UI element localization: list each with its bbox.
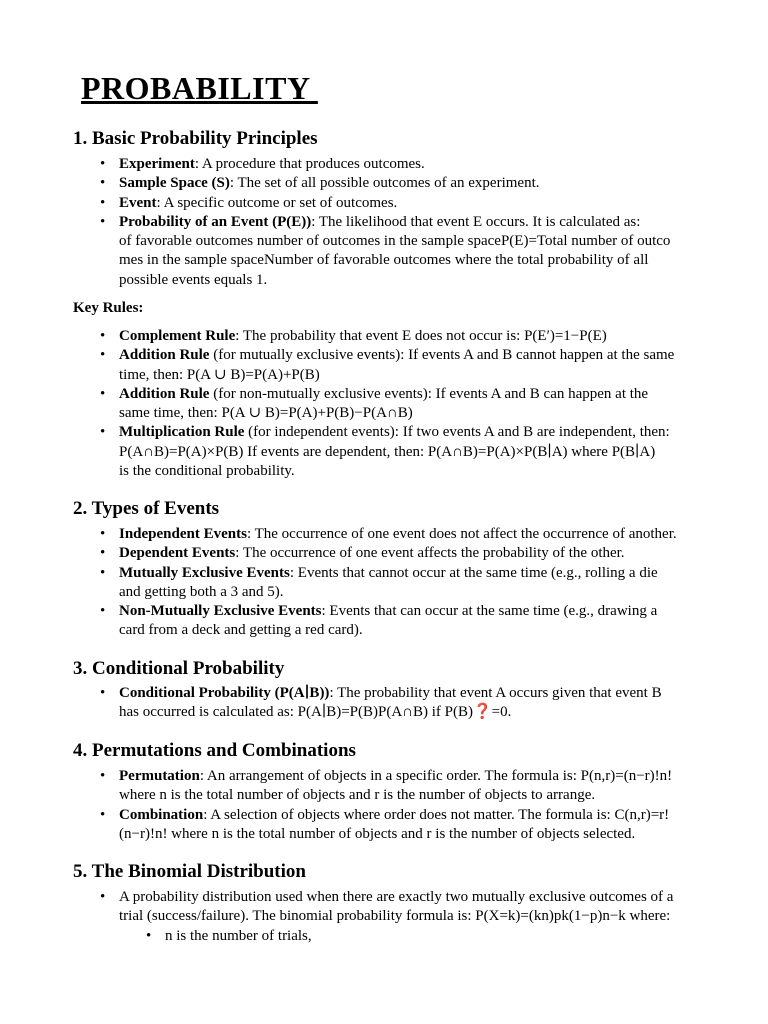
definition: : A procedure that produces outcomes.	[194, 156, 425, 172]
term: Probability of an Event (P(E))	[119, 213, 312, 230]
list-item	[0, 385, 695, 424]
list-item	[0, 194, 695, 213]
list-item	[0, 806, 695, 845]
list-item	[0, 155, 695, 174]
term: Addition Rule	[119, 385, 210, 402]
definition: (for non-mutually exclusive events): If events A and B can happen at the	[209, 385, 649, 402]
definition: : The set of all possible outcomes of an experiment.	[229, 175, 540, 192]
list-item	[0, 525, 695, 544]
definition-line: possible events equals 1.	[119, 271, 268, 288]
term: Mutually Exclusive Events	[119, 564, 290, 581]
key-rules-list	[0, 327, 695, 481]
list-item	[0, 767, 695, 806]
definition: : The occurrence of one event does not affect the occurrence of another.	[246, 526, 677, 542]
term: Independent Events	[119, 526, 247, 542]
definition: : Events that cannot occur at the same time (e.g., rolling a die	[289, 564, 658, 581]
definition: (for independent events): If two events A and B are independent, then:	[244, 424, 670, 441]
list-item	[0, 602, 695, 641]
term: Conditional Probability (P(A∣B))	[119, 685, 330, 701]
definition-line: mes in the sample spaceNumber of favorable outcomes where the total probability of all	[119, 252, 649, 269]
definition: : The probability that event E does not occur is: P(E′)=1−P(E)	[235, 328, 607, 344]
definition: : The occurrence of one event affects the probability of the other.	[235, 545, 625, 562]
list-item	[0, 346, 695, 385]
term: Dependent Events	[119, 545, 236, 562]
term: Complement Rule	[119, 328, 236, 344]
section-4-heading: 4. Permutations and Combinations	[73, 740, 356, 761]
list-item	[0, 564, 695, 603]
section-3-list	[0, 684, 695, 723]
definition-line: P(A∩B)=P(A)×P(B) If events are dependent, then: P(A∩B)=P(A)×P(B∣A) where P(B∣A)	[119, 443, 656, 460]
list-item	[0, 174, 695, 193]
definition-line: time, then: P(A ∪ B)=P(A)+P(B)	[119, 366, 320, 383]
term: Sample Space (S)	[119, 175, 230, 192]
section-1-list	[0, 155, 695, 290]
definition: A probability distribution used when there are exactly two mutually exclusive outcomes of a	[119, 889, 674, 905]
term: Permutation	[119, 768, 200, 784]
term: Non-Mutually Exclusive Events	[119, 603, 322, 620]
term: Experiment	[119, 156, 195, 172]
list-item	[0, 213, 695, 290]
definition-line: trial (success/failure). The binomial probability formula is: P(X=k)=(kn)pk(1−p)n−k where:	[119, 908, 671, 925]
section-5-heading: 5. The Binomial Distribution	[73, 861, 306, 882]
definition: : Events that can occur at the same time (e.g., drawing a	[321, 603, 658, 620]
definition-line: has occurred is calculated as: P(A∣B)=P(B)P(A∩B) if P(B)❓=0.	[119, 704, 512, 721]
section-2-list	[0, 525, 695, 641]
list-item	[0, 423, 695, 481]
definition-line: card from a deck and getting a red card).	[119, 622, 363, 639]
definition-line: and getting both a 3 and 5).	[119, 583, 284, 600]
definition: : The probability that event A occurs given that event B	[329, 685, 662, 701]
page-title: PROBABILITY	[81, 70, 318, 106]
definition: (for mutually exclusive events): If events A and B cannot happen at the same	[209, 347, 675, 364]
key-rules-label: Key Rules:	[73, 300, 144, 316]
definition: n is the number of trials,	[165, 927, 312, 944]
definition: : The likelihood that event E occurs. It is calculated as:	[311, 213, 641, 230]
section-2-heading: 2. Types of Events	[73, 498, 220, 519]
definition-line: same time, then: P(A ∪ B)=P(A)+P(B)−P(A∩B)	[119, 405, 413, 422]
definition: : A selection of objects where order does not matter. The formula is: C(n,r)=r!	[203, 806, 670, 823]
definition-line: is the conditional probability.	[119, 463, 295, 480]
term: Addition Rule	[119, 347, 210, 364]
section-4-list	[0, 767, 695, 844]
term: Combination	[119, 806, 204, 823]
list-item	[0, 888, 695, 927]
sub-list-item	[0, 927, 695, 946]
section-1-heading: 1. Basic Probability Principles	[73, 128, 318, 149]
list-item	[0, 327, 695, 346]
definition: : A specific outcome or set of outcomes.	[156, 194, 398, 211]
definition-line: where n is the total number of objects and r is the number of objects to arrange.	[119, 787, 596, 804]
definition: : An arrangement of objects in a specific order. The formula is: P(n,r)=(n−r)!n!	[199, 768, 673, 784]
term: Multiplication Rule	[119, 424, 245, 441]
definition-line: (n−r)!n! where n is the total number of objects and r is the number of objects selected.	[119, 825, 636, 842]
section-3-heading: 3. Conditional Probability	[73, 658, 285, 679]
term: Event	[119, 194, 157, 211]
list-item	[0, 684, 695, 723]
definition-line: of favorable outcomes number of outcomes in the sample spaceP(E)=Total number of outco	[119, 233, 671, 250]
section-5-list	[0, 888, 695, 946]
list-item	[0, 544, 695, 563]
